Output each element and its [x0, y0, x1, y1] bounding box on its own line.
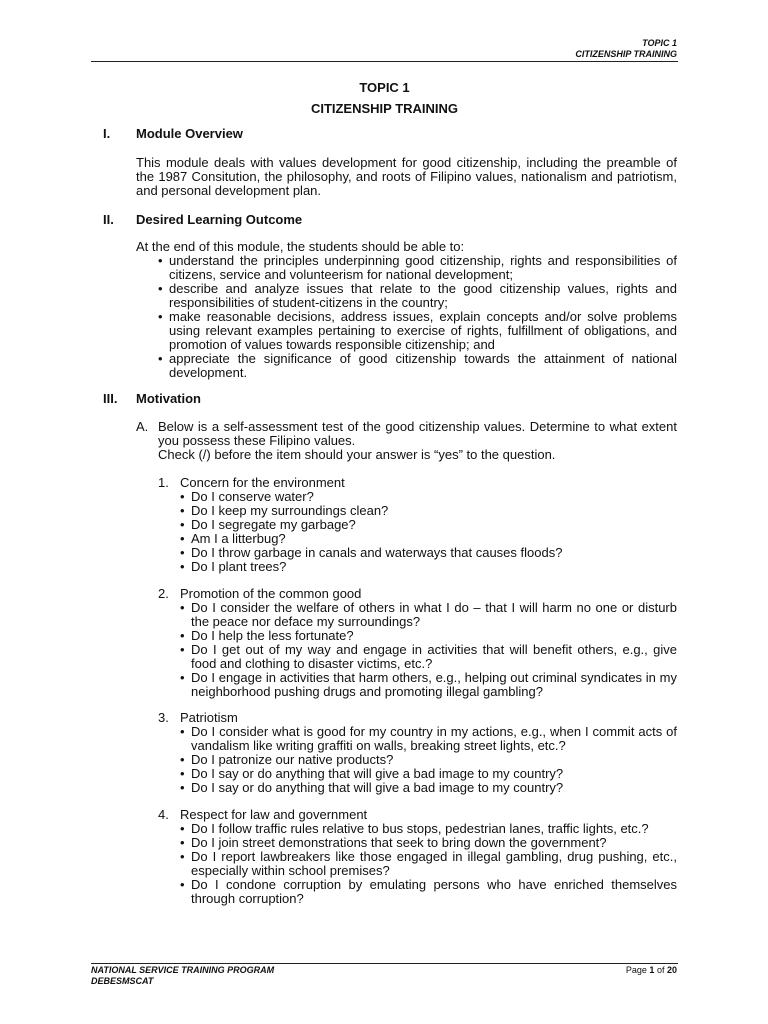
list-item: • Do I plant trees?	[180, 559, 287, 574]
sub-text: Below is a self-assessment test of the good citizenship values. Determine to what extent you possess these Filipino values.	[158, 419, 677, 448]
bullet-icon: •	[180, 724, 185, 739]
bullet-icon: •	[158, 253, 163, 268]
bullet-icon: •	[158, 351, 163, 366]
footer-school-name: DEBESMSCAT	[91, 976, 154, 986]
bullet-icon: •	[180, 877, 185, 892]
section-title: Desired Learning Outcome	[136, 212, 303, 227]
bullet-icon: •	[180, 600, 185, 615]
header-title: CITIZENSHIP TRAINING	[575, 49, 677, 59]
list-item: • Do I help the less fortunate?	[180, 628, 354, 643]
header-topic: TOPIC 1	[642, 38, 677, 48]
bullet-icon: •	[180, 503, 185, 518]
list-item: • Do I segregate my garbage?	[180, 517, 356, 532]
bullet-icon: •	[180, 545, 185, 560]
bullet-icon: •	[180, 642, 185, 657]
header-rule	[91, 61, 678, 62]
list-item: • Do I consider what is good for my country in my actions, e.g., when I commit acts of vandalism like writing graffiti on walls, breaking street lights, etc.?	[180, 724, 677, 753]
sub-instruction: Check (/) before the item should your answer is “yes” to the question.	[158, 447, 556, 462]
list-item: • Do I consider the welfare of others in what I do – that I will harm no one or disturb the peace nor deface my surroundings?	[180, 600, 677, 629]
group-heading: 2. Promotion of the common good	[158, 586, 362, 601]
doc-title: CITIZENSHIP TRAINING	[310, 101, 459, 116]
bullet-icon: •	[180, 517, 185, 532]
list-item: • Do I follow traffic rules relative to bus stops, pedestrian lanes, traffic lights, etc.?	[180, 821, 649, 836]
list-item: • Do I condone corruption by emulating persons who have enriched themselves through corruption?	[180, 877, 677, 906]
module-overview-text: This module deals with values development for good citizenship, including the preamble of the 1987 Consitution, the philosophy, and roots of Filipino values, nationalism and patriotism, and personal development plan.	[136, 155, 677, 198]
list-item: • make reasonable decisions, address issues, explain concepts and/or solve problems using relevant examples pertaining to exercise of rights, fulfillment of obligations, and promotion of values towards responsible citizenship; and	[158, 309, 677, 352]
group-heading: 1. Concern for the environment	[158, 475, 345, 490]
question-list	[158, 601, 677, 699]
bullet-icon: •	[158, 281, 163, 296]
bullet-icon: •	[180, 835, 185, 850]
bullet-icon: •	[180, 752, 185, 767]
list-item: • describe and analyze issues that relate to the good citizenship values, rights and responsibilities of student-citizens in the country;	[158, 281, 677, 310]
list-item: • Do I keep my surroundings clean?	[180, 503, 389, 518]
running-header	[575, 38, 677, 60]
group-heading: 4. Respect for law and government	[158, 807, 368, 822]
footer-program	[91, 965, 274, 987]
footer-rule	[91, 963, 678, 964]
list-item: • Do I say or do anything that will give a bad image to my country?	[180, 766, 564, 781]
section-heading-motivation	[103, 391, 201, 406]
question-group-common-good	[158, 587, 677, 699]
question-list	[158, 822, 677, 906]
list-item: • appreciate the significance of good citizenship towards the attainment of national development.	[158, 351, 677, 380]
current-page: 1	[649, 965, 655, 975]
section-title: Motivation	[136, 391, 201, 406]
bullet-icon: •	[180, 628, 185, 643]
learning-outcome-intro: At the end of this module, the students should be able to:	[136, 239, 465, 254]
section-heading-module-overview	[103, 126, 243, 141]
bullet-icon: •	[158, 309, 163, 324]
section-number: II.	[103, 212, 114, 227]
list-item: • Do I patronize our native products?	[180, 752, 394, 767]
question-list	[158, 725, 677, 795]
footer-program-name: NATIONAL SERVICE TRAINING PROGRAM	[91, 965, 275, 975]
list-item: • Do I engage in activities that harm others, e.g., helping out criminal syndicates in my neighborhood pushing drugs and promoting illegal gambling?	[180, 670, 677, 699]
list-item: • Do I join street demonstrations that seek to bring down the government?	[180, 835, 607, 850]
list-item: • Do I say or do anything that will give a bad image to my country?	[180, 780, 564, 795]
section-title: Module Overview	[136, 126, 243, 141]
bullet-icon: •	[180, 780, 185, 795]
question-group-environment	[158, 476, 677, 574]
question-list	[158, 490, 677, 574]
question-group-patriotism	[158, 711, 677, 795]
doc-topic: TOPIC 1	[359, 80, 410, 95]
question-group-law-government	[158, 808, 677, 906]
bullet-icon: •	[180, 489, 185, 504]
sub-label: A.	[136, 419, 149, 434]
list-item: • Do I report lawbreakers like those engaged in illegal gambling, drug pushing, etc., especially within school premises?	[180, 849, 677, 878]
motivation-part-a	[136, 420, 677, 462]
section-number: III.	[103, 391, 118, 406]
bullet-icon: •	[180, 849, 185, 864]
list-item: • Do I throw garbage in canals and waterways that causes floods?	[180, 545, 563, 560]
total-pages: 20	[666, 965, 677, 975]
section-heading-learning-outcome	[103, 212, 302, 227]
bullet-icon: •	[180, 531, 185, 546]
learning-outcome-list	[136, 254, 677, 380]
bullet-icon: •	[180, 821, 185, 836]
list-item: • Am I a litterbug?	[180, 531, 286, 546]
group-heading: 3. Patriotism	[158, 710, 238, 725]
page-number: Page 1 of 20	[625, 965, 677, 975]
bullet-icon: •	[180, 766, 185, 781]
bullet-icon: •	[180, 559, 185, 574]
list-item: • Do I get out of my way and engage in activities that will benefit others, e.g., give food and clothing to disaster victims, etc.?	[180, 642, 677, 671]
list-item: • Do I conserve water?	[180, 489, 314, 504]
list-item: • understand the principles underpinning good citizenship, rights and responsibilities of citizens, service and volunteerism for national development;	[158, 253, 677, 282]
section-number: I.	[103, 126, 111, 141]
bullet-icon: •	[180, 670, 185, 685]
